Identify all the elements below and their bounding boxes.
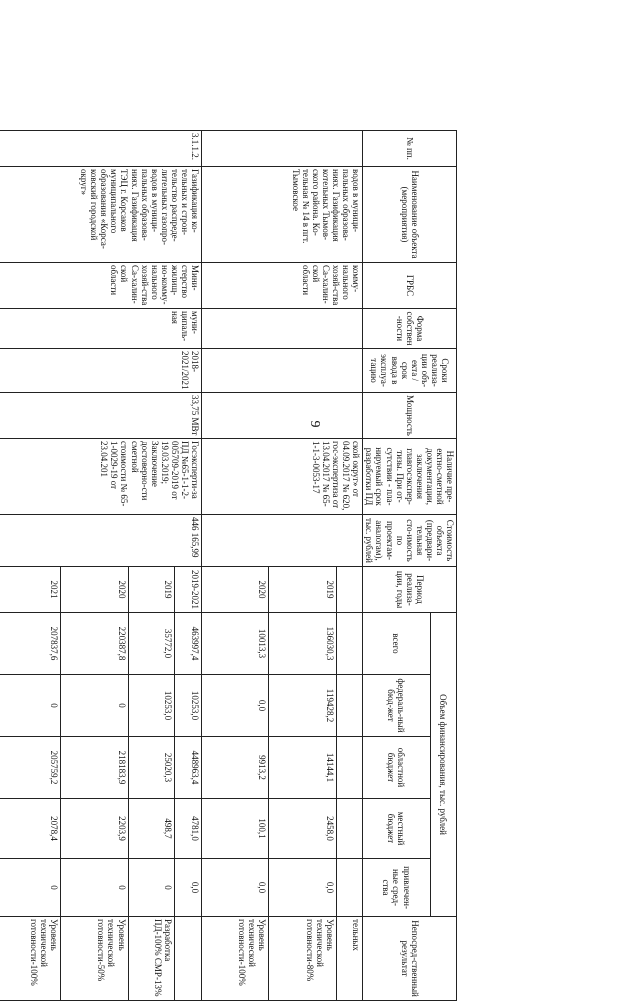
cell-federal: 0,0 [202,675,269,737]
cell-local: 100,1 [202,799,269,859]
col-header-psd: Наличие пре-ектно-сметной документации, заключения главгосэкспер-тизы. При от-сутствии - пла-нируемый срок разработки ПД [363,439,457,515]
col-header-regional: областной бюджет [363,737,430,799]
cell-regional: 25020,3 [128,737,175,799]
cell-regional: 205759,2 [0,737,61,799]
col-header-grbs: ГРБС [363,263,457,309]
col-header-cost: Стоимость объекта (предвари-тельная сто-имость по проектам-аналогам), тыс. рублей [363,515,457,567]
cell-period: 2019 [128,567,175,613]
cell-period: 2019-2021 [175,567,202,613]
col-header-total: всего [363,613,430,675]
page-number: 9 [307,420,322,428]
cell-num: 3.1.1.2. [0,131,202,167]
cell-regional [336,737,363,799]
cell-local: 2078,4 [0,799,61,859]
cell-result: Уровень технической готовности-50% [61,917,128,1001]
cell-attracted: 0,0 [269,859,336,917]
cell-period: 2020 [202,567,269,613]
cell-terms: 2018-2021/2021 [0,349,202,393]
col-header-period: Период реализа-ции, годы [363,567,457,613]
cell-ownership [202,309,363,349]
cell-local: 2458,0 [269,799,336,859]
cell-result: Разработка ПД-100% СМР-13% [128,917,175,1001]
col-header-num: № пп. [363,131,457,167]
cell-ownership: муни-ципаль-ная [0,309,202,349]
cell-total: 220387,8 [61,613,128,675]
cell-name: водов в муници-пальных образова-ниях. Газификация котельных Тымов-ского района. Ко-тельная № 14 в пгт. Тымовское [202,167,363,263]
table-row [175,131,202,1001]
cell-regional: 14144,1 [269,737,336,799]
cell-period [336,567,363,613]
cell-total: 10013,3 [202,613,269,675]
cell-attracted: 0 [61,859,128,917]
cell-psd: ской округ» от 04.09.2017 № 620, гос-экспертиза от 13.04.2017 № 65-1-1-3-0053-17 [202,439,363,515]
cell-regional: 9913,2 [202,737,269,799]
cell-attracted: 0,0 [175,859,202,917]
cell-total: 35772,0 [128,613,175,675]
cell-federal: 0 [0,675,61,737]
col-header-funding: Объем финансирования, тыс. рублей [430,613,456,917]
cell-capacity [202,393,363,439]
col-header-name: Наименование объекта (мероприятия) [363,167,457,263]
cell-result: Уровень технической готовности-100% [0,917,61,1001]
cell-terms [202,349,363,393]
cell-result: Уровень технической готовности-100% [202,917,269,1001]
header-row-1 [430,131,456,1001]
cell-local: 498,7 [128,799,175,859]
col-header-local: местный бюджет [363,799,430,859]
cell-num [202,131,363,167]
cell-local: 4781,0 [175,799,202,859]
cell-psd: Госэксперти-за ПД №65-1-1-2-005709-2019 от 19.03.2019; Заключение достоверно-сти сметной стоимости № 65-1-0029-19 от 23.04.201 [0,439,202,515]
table-row [336,131,363,1001]
cell-name: Газификация ко-тельных и строн-тельство распреде-лительных газопро-водов в муници-пальных образова-ниях. Газификация ТЭЦ г. Корсаков муниципального образования «Корса-ковский городской округ» [0,167,202,263]
col-header-federal: федераль-ный бюд-жет [363,675,430,737]
cell-federal: 10253,0 [175,675,202,737]
cell-attracted [336,859,363,917]
cell-result [175,917,202,1001]
col-header-result: Непосред-ственный результат [363,917,457,1001]
col-header-ownership: Форма собствен-ности [363,309,457,349]
cell-federal: 119428,2 [269,675,336,737]
cell-period: 2021 [0,567,61,613]
col-header-terms: Сроки реализа-ции объ-екта / срок ввода в эксплуа-тацию [363,349,457,393]
cell-cost: 446 165,99 [0,515,202,567]
cell-regional: 218183,9 [61,737,128,799]
cell-attracted: 0 [0,859,61,917]
cell-local: 2203,9 [61,799,128,859]
cell-attracted: 0 [128,859,175,917]
cell-federal: 10253,0 [128,675,175,737]
cell-total: 463997,4 [175,613,202,675]
cell-total [336,613,363,675]
cell-federal: 0 [61,675,128,737]
col-header-attracted: привлечен-ные сред-ства [363,859,430,917]
cell-period: 2019 [269,567,336,613]
cell-attracted: 0,0 [202,859,269,917]
cell-regional: 448963,4 [175,737,202,799]
program-table-wrapper [0,130,457,1000]
cell-cost [202,515,363,567]
cell-total: 136030,3 [269,613,336,675]
cell-capacity: 33,75 МВт [0,393,202,439]
cell-grbs: Мини-стерство жилищ-но-комму-нального хозяй-ства Са-халин-ской области [0,263,202,309]
cell-result: Уровень технической готовности-80% [269,917,336,1001]
cell-total: 207837,6 [0,613,61,675]
col-header-capacity: Мощность [363,393,457,439]
cell-local [336,799,363,859]
program-table [0,130,457,1001]
cell-period: 2020 [61,567,128,613]
cell-federal [336,675,363,737]
cell-grbs: комму-нального хозяй-ства Са-халин-ской области [202,263,363,309]
cell-result: тельных [336,917,363,1001]
